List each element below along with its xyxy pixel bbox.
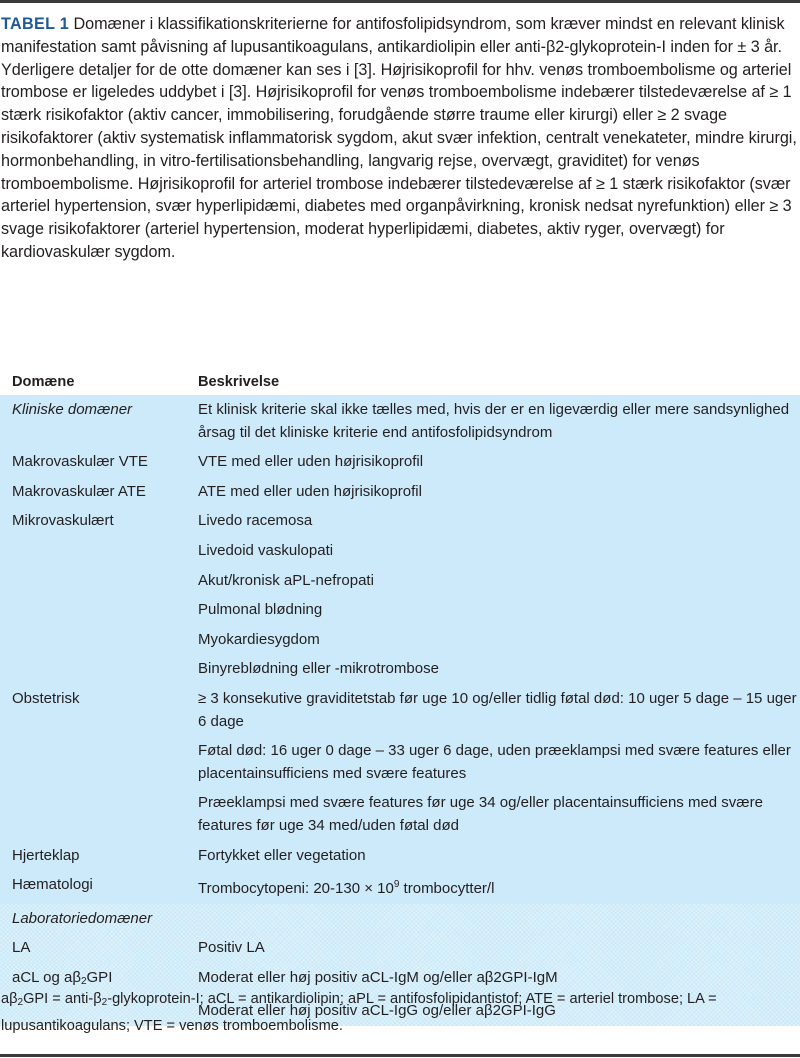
domain-text: GPI (86, 968, 113, 986)
table-row (0, 841, 800, 871)
row-domain (0, 595, 198, 625)
description-text: trombocytter/l (399, 880, 495, 898)
row-description: Pulmonal blødning (198, 595, 800, 625)
table-row (0, 904, 800, 934)
table-row (0, 536, 800, 566)
table-row (0, 447, 800, 477)
row-description: ATE med eller uden højrisikoprofil (198, 477, 800, 507)
row-description (198, 904, 800, 934)
bottom-rule (0, 1054, 800, 1057)
header-description: Beskrivelse (198, 369, 800, 395)
row-description: VTE med eller uden højrisikoprofil (198, 447, 800, 477)
footnote-text: -glykoprotein-I; aCL = antikardiolipin; aPL = antifosfolipidantistof; ATE = arteriel trombose; LA = lupusantikoagulans; VTE = venøs tromboembolisme. (1, 991, 717, 1034)
table-row (0, 736, 800, 788)
row-domain: Obstetrisk (0, 684, 198, 736)
table-row (0, 684, 800, 736)
table-row (0, 654, 800, 684)
row-description: Positiv LA (198, 933, 800, 963)
caption-text: Domæner i klassifikationskriterierne for antifosfolipidsyndrom, som kræver mindst en relevant klinisk manifestation samt påvisning af lupusantikoagulans, antikardiolipin eller anti-β2-glykoprotein-I inden for ± 3 år. Yderligere detaljer for de otte domæner kan ses i [3]. Højrisikoprofil for hhv. venøs tromboembolisme og arteriel trombose er ligeledes uddybet i [3]. Højrisikoprofil for venøs tromboembolisme indebærer tilstedeværelse af ≥ 1 stærk risikofaktor (aktiv cancer, immobilisering, forudgående større traume eller kirurgi) eller ≥ 2 svage risikofaktorer (aktiv systematisk inflammatorisk sygdom, akut svær infektion, centralt venekateter, mindre kirurgi, hormonbehandling, in vitro-fertilisationsbehandling, langvarig rejse, overvægt, graviditet) for venøs tromboembolisme. Højrisikoprofil for arteriel trombose indebærer tilstedeværelse af ≥ 1 stærk risikofaktor (svær arteriel hypertension, svær hyperlipidæmi, diabetes med organpåvirkning, kronisk nedsat nyrefunktion) eller ≥ 3 svage risikofaktorer (arteriel hypertension, moderat hyperlipidæmi, diabetes, aktiv ryger, overvægt) for kardiovaskulær sygdom. (1, 15, 797, 261)
subscript: 2 (101, 997, 108, 1008)
table-row (0, 477, 800, 507)
table-row (0, 933, 800, 963)
row-domain: Hjerteklap (0, 841, 198, 871)
row-domain (0, 654, 198, 684)
table-footnote (1, 988, 798, 1037)
table-caption (1, 13, 798, 264)
row-description: Præeklampsi med svære features før uge 34 og/eller placentainsufficiens med svære features før uge 34 med/uden føtal død (198, 788, 800, 840)
description-text: Trombocytopeni: 20-130 × 10 (198, 880, 394, 898)
subscript: 2 (80, 975, 87, 987)
table-row (0, 788, 800, 840)
row-description: Føtal død: 16 uger 0 dage – 33 uger 6 dage, uden præeklampsi med svære features eller placentainsufficiens med svære features (198, 736, 800, 788)
table-row (0, 395, 800, 447)
row-description: Myokardiesygdom (198, 625, 800, 655)
row-description (198, 870, 800, 904)
header-domain: Domæne (0, 369, 198, 395)
row-domain (0, 736, 198, 788)
table-row (0, 870, 800, 904)
row-description: Moderat eller høj positiv aCL-IgG og/eller aβ2GPI-IgG (198, 996, 800, 1026)
row-domain (0, 788, 198, 840)
row-domain (0, 566, 198, 596)
section-label-laboratory: Laboratoriedomæner (0, 904, 198, 934)
superscript: 9 (393, 879, 400, 891)
row-domain: Mikrovaskulært (0, 506, 198, 536)
domain-text: aCL og aβ (12, 968, 81, 986)
row-description: Et klinisk kriterie skal ikke tælles med, hvis der er en ligeværdig eller mere sandsynlighed årsag til det kliniske kriterie end antifosfolipidsyndrom (198, 395, 800, 447)
row-description: Binyreblødning eller -mikrotrombose (198, 654, 800, 684)
row-domain (0, 625, 198, 655)
criteria-table (0, 369, 800, 1026)
table-header-row (0, 369, 800, 395)
row-domain: Makrovaskulær ATE (0, 477, 198, 507)
row-description: Livedo racemosa (198, 506, 800, 536)
footnote-text: GPI = anti-β (23, 991, 102, 1007)
row-domain: Hæmatologi (0, 870, 198, 904)
clinical-section (0, 395, 800, 904)
table-row (0, 566, 800, 596)
row-description: Livedoid vaskulopati (198, 536, 800, 566)
subscript: 2 (17, 997, 24, 1008)
top-rule (0, 0, 800, 3)
row-description: Moderat eller høj positiv aCL-IgM og/eller aβ2GPI-IgM (198, 963, 800, 997)
footnote-text: aβ (1, 991, 18, 1007)
criteria-table-wrapper (0, 369, 800, 1026)
row-domain (0, 536, 198, 566)
table-row (0, 625, 800, 655)
row-description: Akut/kronisk aPL-nefropati (198, 566, 800, 596)
row-domain: Makrovaskulær VTE (0, 447, 198, 477)
table-row (0, 595, 800, 625)
row-description: ≥ 3 konsekutive graviditetstab før uge 10 og/eller tidlig føtal død: 10 uger 5 dage – 15 uger 6 dage (198, 684, 800, 736)
section-label-clinical: Kliniske domæner (0, 395, 198, 447)
row-domain: LA (0, 933, 198, 963)
row-description: Fortykket eller vegetation (198, 841, 800, 871)
table-row (0, 506, 800, 536)
table-label: TABEL 1 (1, 15, 70, 33)
